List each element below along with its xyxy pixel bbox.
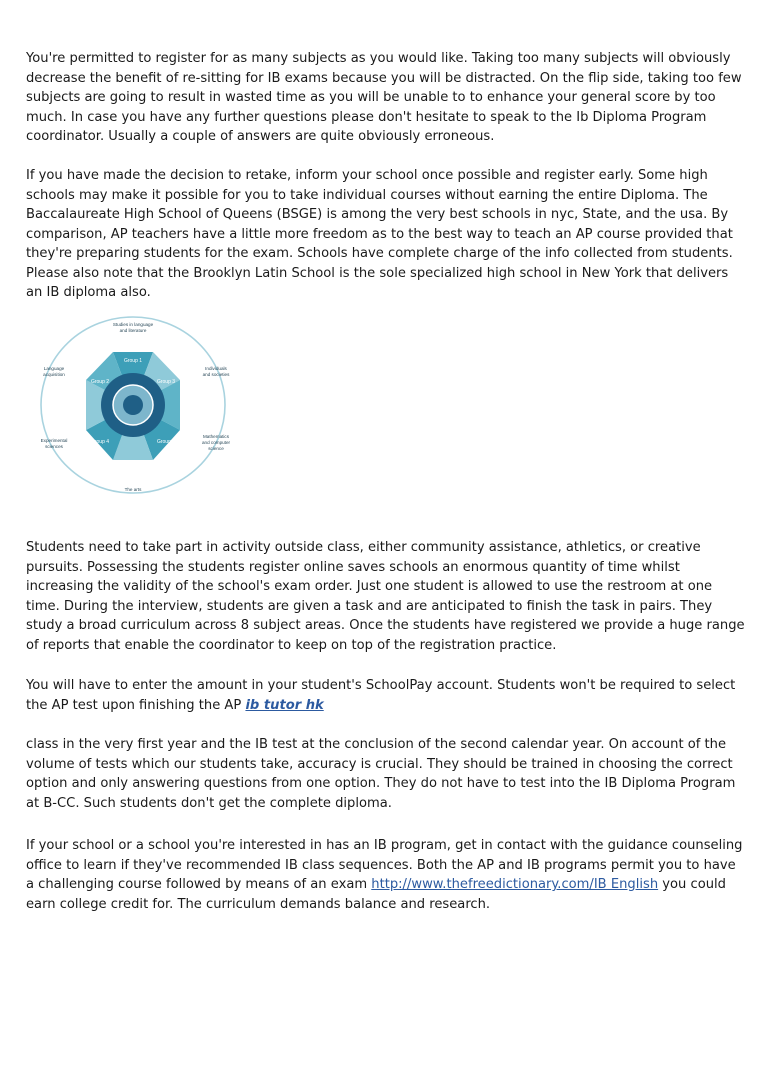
learner-profile-icon — [123, 395, 143, 415]
group-label-2: Group 2 — [90, 379, 110, 385]
group-label-1: Group 1 — [123, 358, 143, 364]
subject-lower-left-line-2: sciences — [45, 444, 63, 449]
group-label-5: Group 5 — [156, 439, 176, 445]
subject-upper-left-line-2: acquisition — [43, 372, 65, 377]
subject-upper-right-line-1: Individuals — [205, 366, 227, 371]
group-label-3: Group 3 — [156, 379, 176, 385]
subject-top-line-2: and literature — [119, 328, 147, 333]
subject-upper-left-line-1: Language — [43, 366, 65, 371]
paragraph-6 — [26, 836, 746, 914]
subject-upper-right-line-2: and societies — [202, 372, 230, 377]
paragraph-5: class in the very first year and the IB test at the conclusion of the second calendar year. On account of the volume of tests which our students take, accuracy is crucial. They should be trained in choosing the correct option and only answering questions from one option. They do not have to test into the IB Diploma Program at B-CC. Such students don't get the complete diploma. — [26, 737, 736, 811]
paragraph-3: Students need to take part in activity outside class, either community assistance, athletics, or creative pursuits. Possessing the students register online saves schools an enormous quantity of time whilst increasing the validity of the school's exam order. Just one student is allowed to use the restroom at one time. During the interview, students are given a task and are anticipated to finish the task in pairs. They study a broad curriculum across 8 subject areas. Once the students have registered we provide a huge range of reports that enable the coordinator to keep on top of the registration practice. — [26, 540, 745, 653]
subject-lower-left-line-1: Experimental — [40, 438, 68, 443]
group-label-6: Group 6 — [123, 464, 143, 470]
subject-lower-right-line-1: Mathematics — [202, 434, 230, 439]
paragraph-6-text-before: If your school or a school you're interested in has an IB program, get in contact with the guidance counseling office to learn if they've recommended IB class sequences. Both the AP and IB programs permit you to have a challenging course followed by means of an exam — [26, 838, 743, 892]
group-label-4: Group 4 — [90, 439, 110, 445]
subject-lower-right-line-3: science — [208, 446, 224, 451]
dictionary-link[interactable]: http://www.thefreedictionary.com/IB English — [371, 877, 659, 892]
paragraph-4 — [26, 676, 746, 715]
paragraph-1: You're permitted to register for as many subjects as you would like. Taking too many subjects will obviously decrease the benefit of re-sitting for IB exams because you will be distracted. On the flip side, taking too few subjects are going to result in wasted time as you will be unable to to enhance your general score by too much. In case you have any further questions please don't hesitate to speak to the Ib Diploma Program coordinator. Usually a couple of answers are quite obviously erroneous. — [26, 51, 742, 144]
paragraph-4-text: You will have to enter the amount in your student's SchoolPay account. Students won't be required to select the AP test upon finishing the AP — [26, 678, 736, 713]
subject-bottom: The arts — [124, 487, 142, 492]
paragraph-6-text-after: you could earn college credit for. The curriculum demands balance and research. — [26, 877, 726, 912]
paragraph-2: If you have made the decision to retake, inform your school once possible and register early. Some high schools may make it possible for you to take individual courses without earning the entire Diploma. The Baccalaureate High School of Queens (BSGE) is among the very best schools in nyc, State, and the usa. By comparison, AP teachers have a little more freedom as to the best way to teach an AP course provided that they're preparing students for the exam. Schools have complete charge of the info collected from students. Please also note that the Brooklyn Latin School is the sole specialized high school in New York that delivers an IB diploma also. — [26, 168, 733, 300]
subject-top-line-1: Studies in language — [112, 322, 154, 327]
ib-curriculum-diagram — [28, 310, 238, 500]
ib-tutor-hk-link[interactable]: ib tutor hk — [245, 697, 324, 713]
subject-lower-right-line-2: and computer — [201, 440, 231, 445]
